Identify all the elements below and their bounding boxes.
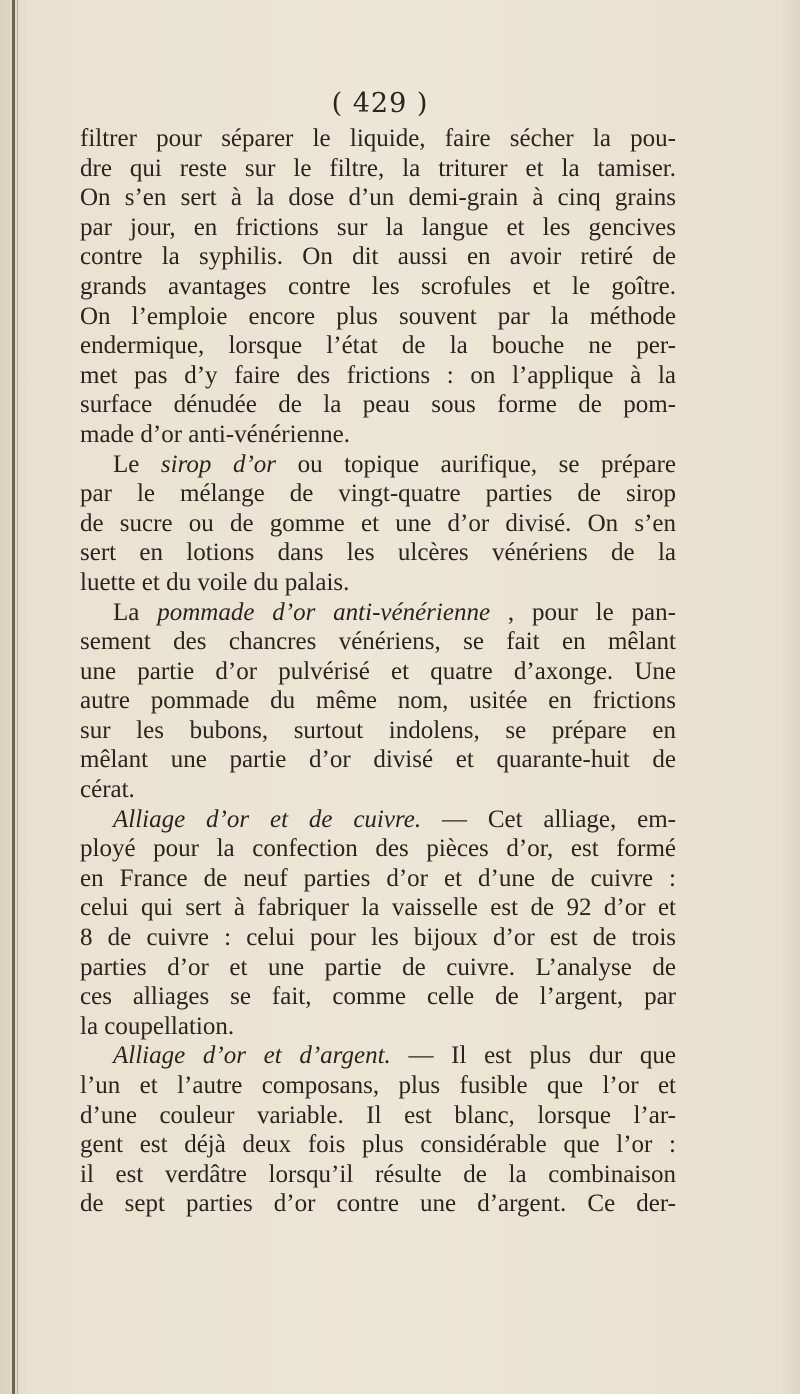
text-line: sur les bubons, surtout indolens, se prépare en <box>80 716 676 744</box>
text-line: de sucre ou de gomme et une d’or divisé. On s’en <box>80 509 676 537</box>
text-line: la coupellation. <box>80 1012 235 1040</box>
text-line <box>80 598 676 628</box>
text-line: cérat. <box>80 776 135 804</box>
text-line: sement des chancres vénériens, se fait en mêlant <box>80 628 676 656</box>
text-line <box>80 450 676 480</box>
text-line: luette et du voile du palais. <box>80 568 350 596</box>
text-line: une partie d’or pulvérisé et quatre d’axonge. Une <box>80 657 676 685</box>
text-line: surface dénudée de la peau sous forme de pom- <box>80 391 676 419</box>
text-line: par jour, en frictions sur la langue et les gencives <box>80 213 676 241</box>
text-line: met pas d’y faire des frictions : on l’applique à la <box>80 361 676 389</box>
text-line: parties d’or et une partie de cuivre. L’analyse de <box>80 953 676 981</box>
text-line: contre la syphilis. On dit aussi en avoir retiré de <box>80 243 676 271</box>
italic-term: pommade d’or anti-vénérienne <box>157 598 491 626</box>
text-run: — Il est plus dur que <box>390 1042 676 1070</box>
text-run: La <box>113 598 158 626</box>
text-line: de sept parties d’or contre une d’argent. Ce der- <box>80 1190 676 1218</box>
text-line: en France de neuf parties d’or et d’une de cuivre : <box>80 864 676 892</box>
text-line: ployé pour la confection des pièces d’or, est formé <box>80 835 676 863</box>
text-line: endermique, lorsque l’état de la bouche ne per- <box>80 332 676 360</box>
text-line: gent est déjà deux fois plus considérable que l’or : <box>80 1131 676 1159</box>
text-line: celui qui sert à fabriquer la vaisselle est de 92 d’or et <box>80 894 676 922</box>
italic-term: Alliage d’or et de cuivre. <box>113 805 422 833</box>
page-number: ( 429 ) <box>331 88 429 119</box>
text-line: made d’or anti-vénérienne. <box>80 420 351 448</box>
text-line: sert en lotions dans les ulcères vénériens de la <box>80 539 676 567</box>
text-line: l’un et l’autre composans, plus fusible que l’or et <box>80 1072 676 1099</box>
page-gutter-shadow <box>17 0 18 1394</box>
text-line: On s’en sert à la dose d’un demi-grain à cinq grains <box>80 184 676 212</box>
text-line: par le mélange de vingt-quatre parties de sirop <box>80 480 676 508</box>
text-line: ces alliages se fait, comme celle de l’argent, par <box>80 983 676 1011</box>
text-run: , pour le pan- <box>490 598 676 626</box>
body-text <box>80 124 676 1219</box>
text-line <box>80 1041 676 1071</box>
italic-term: sirop d’or <box>160 450 277 478</box>
text-run: ou topique aurifique, se prépare <box>276 450 676 478</box>
text-line: On l’emploie encore plus souvent par la méthode <box>80 302 676 330</box>
text-run: Le <box>113 450 161 478</box>
text-line: dre qui reste sur le filtre, la triturer et la tamiser. <box>80 154 676 182</box>
text-line: autre pommade du même nom, usitée en frictions <box>80 687 676 715</box>
text-run: — Cet alliage, em- <box>421 805 676 833</box>
italic-term: Alliage d’or et d’argent. <box>113 1042 391 1070</box>
text-line <box>80 805 676 835</box>
text-line: filtrer pour séparer le liquide, faire sécher la pou- <box>80 125 676 152</box>
text-line: 8 de cuivre : celui pour les bijoux d’or est de trois <box>80 924 676 952</box>
page-gutter-edge <box>12 0 15 1394</box>
text-line: il est verdâtre lorsqu’il résulte de la combinaison <box>80 1160 676 1188</box>
text-line: mêlant une partie d’or divisé et quarante-huit de <box>80 746 676 774</box>
text-line: grands avantages contre les scrofules et le goître. <box>80 272 676 300</box>
text-line: d’une couleur variable. Il est blanc, lorsque l’ar- <box>80 1101 676 1129</box>
